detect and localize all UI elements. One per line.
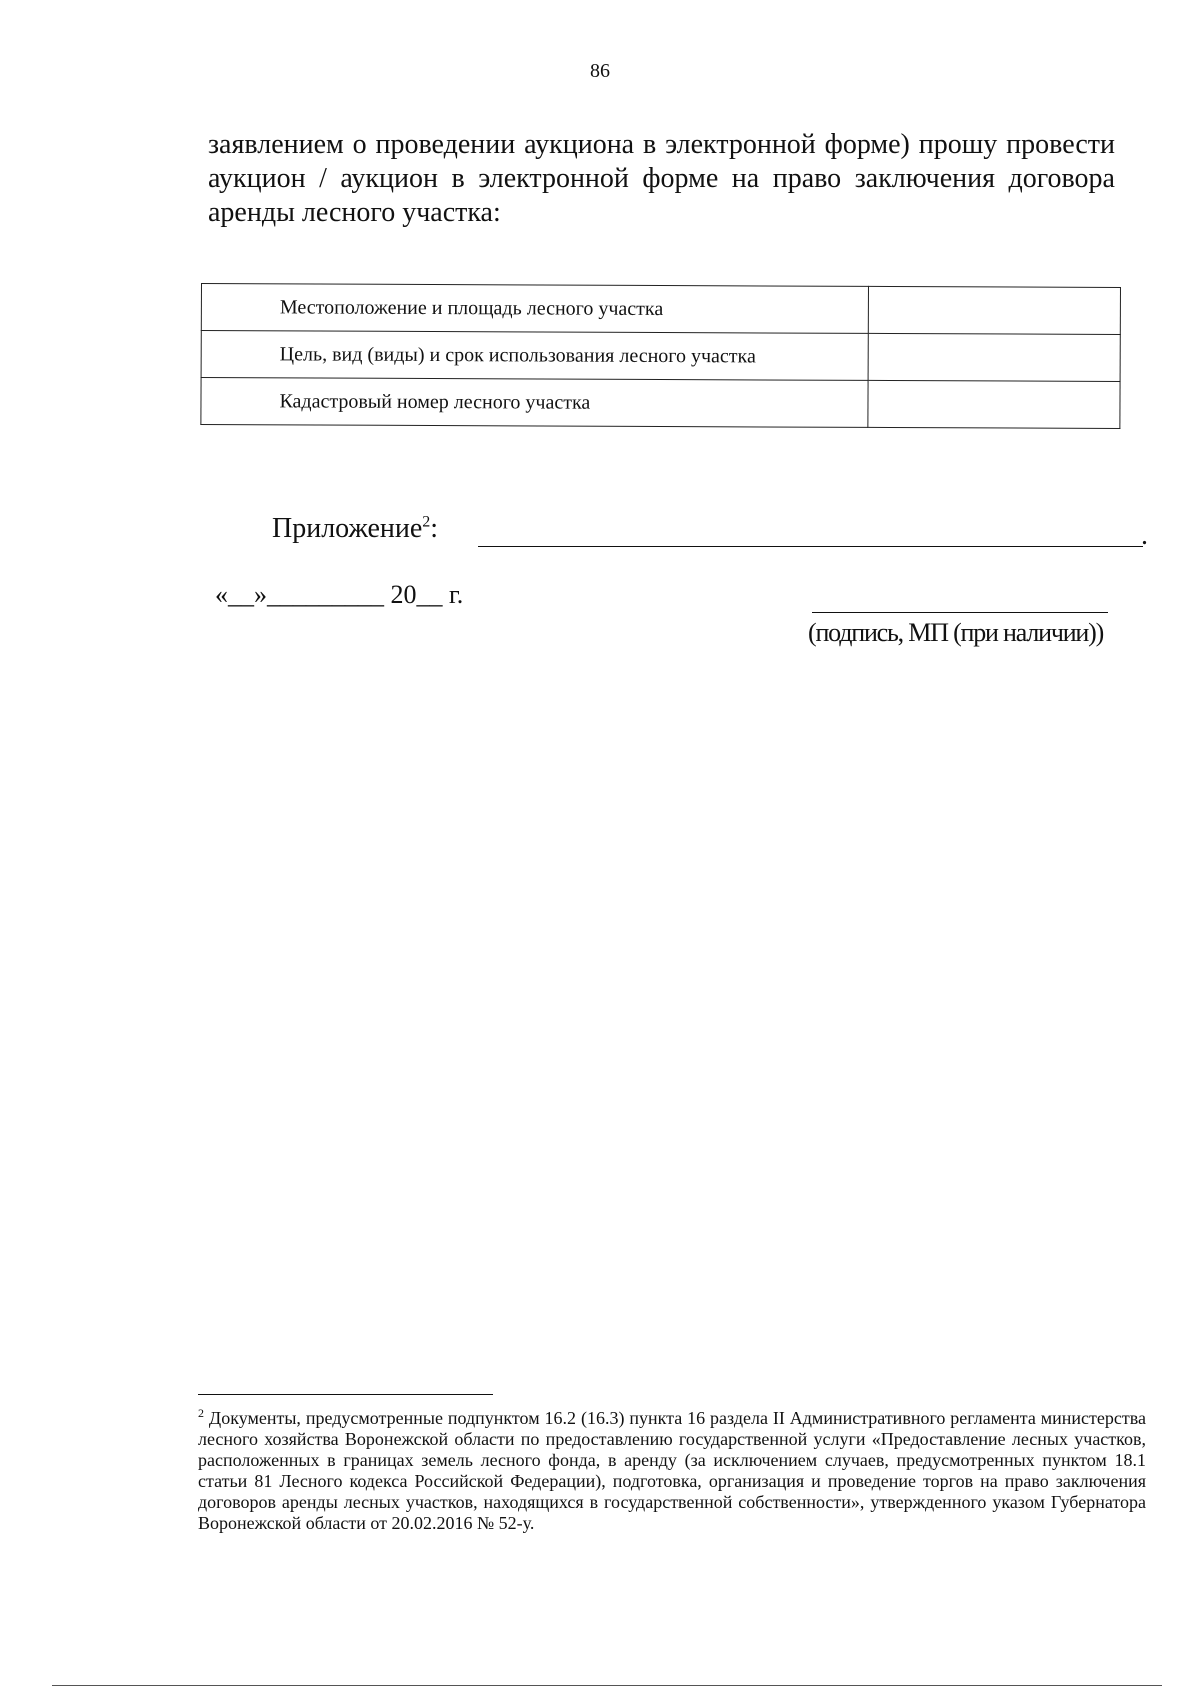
appendix-fill-line[interactable]	[478, 546, 1143, 547]
appendix-label	[272, 512, 438, 546]
row-value-location[interactable]	[868, 286, 1120, 334]
appendix-text: Приложение	[272, 513, 423, 544]
table-row	[201, 331, 1120, 382]
table-row	[201, 378, 1120, 429]
signature-fill-line[interactable]	[812, 612, 1108, 613]
footnote-separator	[198, 1394, 493, 1395]
intro-paragraph: заявлением о проведении аукциона в электронной форме) прошу провести аукцион / аукцион в электронной форме на право заключения договора аренды лесного участка:	[208, 129, 1115, 228]
appendix-colon: :	[430, 513, 439, 544]
date-field[interactable]: «__»_________ 20__ г.	[215, 580, 464, 609]
table-row	[201, 284, 1120, 335]
footnote-text: Документы, предусмотренные подпунктом 16.2 (16.3) пункта 16 раздела II Административного регламента министерства лесного хозяйства Воронежской области по предоставлению государственной услуги «Предоставление лесных участков, расположенных в границах земель лесного фонда, в аренду (за исключением случаев, предусмотренных пунктом 18.1 статьи 81 Лесного кодекса Российской Федерации), подготовка, организация и проведение торгов на право заключения договоров аренды лесных участков, находящихся в государственной собственности», утвержденного указом Губернатора Воронежской области от 20.02.2016 № 52-у.	[198, 1408, 1146, 1533]
row-label-cadastral: Кадастровый номер лесного участка	[201, 378, 868, 428]
page-number: 86	[590, 60, 610, 82]
row-label-purpose: Цель, вид (виды) и срок использования лесного участка	[201, 331, 868, 381]
row-value-purpose[interactable]	[868, 333, 1120, 381]
signature-caption: (подпись, МП (при наличии))	[808, 618, 1104, 647]
appendix-footnote-ref: 2	[422, 513, 431, 531]
plot-info-table	[200, 283, 1121, 429]
appendix-end-dot: .	[1141, 520, 1148, 551]
row-label-location: Местоположение и площадь лесного участка	[201, 284, 868, 334]
footnote-marker: 2	[198, 1406, 204, 1420]
page-bottom-edge	[52, 1685, 1162, 1686]
row-value-cadastral[interactable]	[868, 380, 1120, 428]
footnote	[198, 1408, 1146, 1534]
